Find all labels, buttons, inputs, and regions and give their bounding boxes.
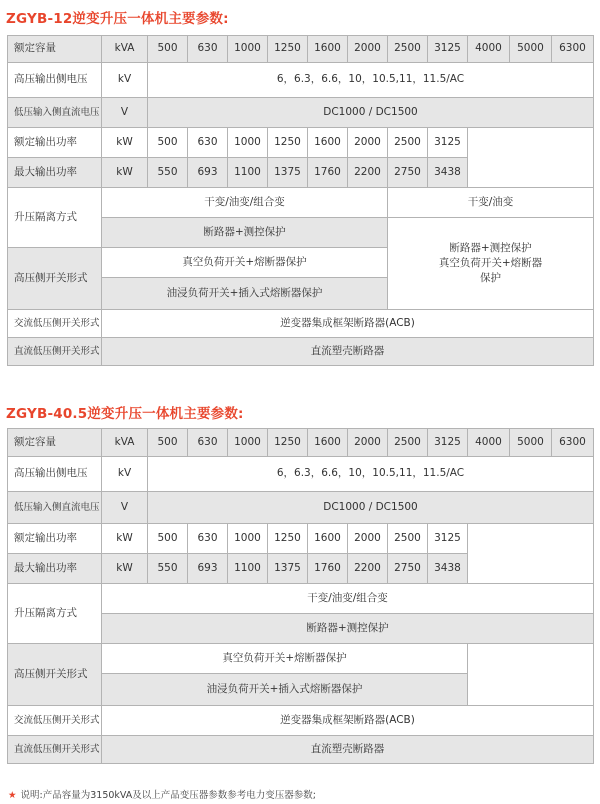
combined-protection-cell — [388, 218, 594, 310]
unit-cell: kV — [102, 63, 148, 98]
value-cell: 2000 — [348, 128, 388, 158]
value-cell: 2500 — [388, 524, 428, 554]
row-label: 直流低压侧开关形式 — [8, 736, 102, 764]
value-cell: 5000 — [510, 429, 552, 457]
unit-cell: kW — [102, 554, 148, 584]
value-cell: 1600 — [308, 128, 348, 158]
value-cell: 2500 — [388, 429, 428, 457]
value-cell: 6，6.3，6.6，10，10.5,11，11.5/AC — [148, 457, 594, 492]
value-cell: 630 — [188, 128, 228, 158]
value-cell: 5000 — [510, 36, 552, 63]
table-2-title: ZGYB-40.5逆变升压一体机主要参数: — [6, 406, 244, 422]
row-label: 直流低压侧开关形式 — [8, 338, 102, 366]
value-cell: 6，6.3，6.6，10，10.5,11，11.5/AC — [148, 63, 594, 98]
row-label: 最大输出功率 — [8, 554, 102, 584]
value-cell: 1375 — [268, 158, 308, 188]
spec-table-zgyb-12 — [7, 35, 594, 366]
value-cell: DC1000 / DC1500 — [148, 98, 594, 128]
value-cell: 500 — [148, 128, 188, 158]
row-label: 额定输出功率 — [8, 524, 102, 554]
row-label: 低压输入侧直流电压 — [8, 98, 102, 128]
value-cell: 3125 — [428, 36, 468, 63]
table-row — [8, 492, 594, 524]
value-cell: 2500 — [388, 128, 428, 158]
row-label: 高压输出侧电压 — [8, 63, 102, 98]
value-cell: 1760 — [308, 158, 348, 188]
value-cell: 4000 — [468, 429, 510, 457]
value-cell: 693 — [188, 158, 228, 188]
unit-cell: kVA — [102, 36, 148, 63]
empty-cell — [468, 128, 594, 188]
table-row — [8, 310, 594, 338]
table-row — [8, 706, 594, 736]
table-row — [8, 188, 594, 218]
value-cell: 干变/油变/组合变 — [102, 188, 388, 218]
value-cell: 1375 — [268, 554, 308, 584]
value-cell: 550 — [148, 554, 188, 584]
value-cell: 干变/油变/组合变 — [102, 584, 594, 614]
value-cell: 1250 — [268, 524, 308, 554]
value-cell: 4000 — [468, 36, 510, 63]
value-cell: 630 — [188, 524, 228, 554]
row-label: 高压侧开关形式 — [8, 644, 102, 706]
value-cell: 630 — [188, 429, 228, 457]
value-cell: 1250 — [268, 36, 308, 63]
table-row — [8, 524, 594, 554]
value-cell: 500 — [148, 429, 188, 457]
row-label: 高压输出侧电压 — [8, 457, 102, 492]
value-cell: 直流塑壳断路器 — [102, 736, 594, 764]
value-cell: 1000 — [228, 429, 268, 457]
value-cell: 2000 — [348, 36, 388, 63]
unit-cell: kW — [102, 524, 148, 554]
unit-cell: V — [102, 492, 148, 524]
value-cell: 2000 — [348, 524, 388, 554]
value-cell: 6300 — [552, 429, 594, 457]
value-cell: 1600 — [308, 524, 348, 554]
row-label: 交流低压侧开关形式 — [8, 706, 102, 736]
protection-line: 保护 — [480, 272, 501, 285]
table-row — [8, 36, 594, 63]
row-label: 升压隔离方式 — [8, 584, 102, 644]
value-cell: 干变/油变 — [388, 188, 594, 218]
value-cell: 2500 — [388, 36, 428, 63]
value-cell: 3125 — [428, 524, 468, 554]
value-cell: 1100 — [228, 158, 268, 188]
unit-cell: kVA — [102, 429, 148, 457]
footnote — [8, 787, 316, 801]
value-cell: 500 — [148, 36, 188, 63]
unit-cell: kV — [102, 457, 148, 492]
value-cell: 500 — [148, 524, 188, 554]
star-icon: ★ — [8, 790, 17, 801]
row-label: 交流低压侧开关形式 — [8, 310, 102, 338]
value-cell: 1250 — [268, 429, 308, 457]
value-cell: 1250 — [268, 128, 308, 158]
table-1-title: ZGYB-12逆变升压一体机主要参数: — [6, 11, 229, 27]
value-cell: 3438 — [428, 158, 468, 188]
value-cell: 3438 — [428, 554, 468, 584]
value-cell: 直流塑壳断路器 — [102, 338, 594, 366]
table-row — [8, 63, 594, 98]
value-cell: 550 — [148, 158, 188, 188]
value-cell: 1600 — [308, 36, 348, 63]
unit-cell: kW — [102, 128, 148, 158]
row-label: 低压输入侧直流电压 — [8, 492, 102, 524]
empty-cell — [468, 644, 594, 706]
value-cell: 1000 — [228, 524, 268, 554]
value-cell: 1760 — [308, 554, 348, 584]
value-cell: 693 — [188, 554, 228, 584]
value-cell: 1000 — [228, 36, 268, 63]
protection-line: 真空负荷开关+熔断器 — [438, 256, 543, 269]
value-cell: 3125 — [428, 429, 468, 457]
empty-cell — [468, 524, 594, 584]
row-label: 额定输出功率 — [8, 128, 102, 158]
row-label: 最大输出功率 — [8, 158, 102, 188]
value-cell: 逆变器集成框架断路器(ACB) — [102, 706, 594, 736]
table-row — [8, 584, 594, 614]
spec-table-zgyb-40-5 — [7, 428, 594, 764]
row-label: 额定容量 — [8, 36, 102, 63]
value-cell: 真空负荷开关+熔断器保护 — [102, 644, 468, 674]
row-label: 升压隔离方式 — [8, 188, 102, 248]
row-label: 额定容量 — [8, 429, 102, 457]
table-row — [8, 429, 594, 457]
table-row — [8, 644, 594, 674]
value-cell: 1600 — [308, 429, 348, 457]
value-cell: DC1000 / DC1500 — [148, 492, 594, 524]
value-cell: 油浸负荷开关+插入式熔断器保护 — [102, 278, 388, 310]
table-row — [8, 338, 594, 366]
unit-cell: V — [102, 98, 148, 128]
value-cell: 3125 — [428, 128, 468, 158]
value-cell: 1000 — [228, 128, 268, 158]
value-cell: 2750 — [388, 554, 428, 584]
value-cell: 断路器+测控保护 — [102, 218, 388, 248]
value-cell: 真空负荷开关+熔断器保护 — [102, 248, 388, 278]
value-cell: 1100 — [228, 554, 268, 584]
table-row — [8, 736, 594, 764]
value-cell: 6300 — [552, 36, 594, 63]
value-cell: 2200 — [348, 158, 388, 188]
protection-line: 断路器+测控保护 — [449, 241, 532, 254]
value-cell: 2750 — [388, 158, 428, 188]
value-cell: 2200 — [348, 554, 388, 584]
row-label: 高压侧开关形式 — [8, 248, 102, 310]
table-row — [8, 457, 594, 492]
value-cell: 断路器+测控保护 — [102, 614, 594, 644]
unit-cell: kW — [102, 158, 148, 188]
footnote-text: 说明:产品容量为3150kVA及以上产品变压器参数参考电力变压器参数; — [20, 790, 317, 801]
value-cell: 630 — [188, 36, 228, 63]
table-row — [8, 98, 594, 128]
table-row — [8, 128, 594, 158]
value-cell: 2000 — [348, 429, 388, 457]
value-cell: 油浸负荷开关+插入式熔断器保护 — [102, 674, 468, 706]
value-cell: 逆变器集成框架断路器(ACB) — [102, 310, 594, 338]
